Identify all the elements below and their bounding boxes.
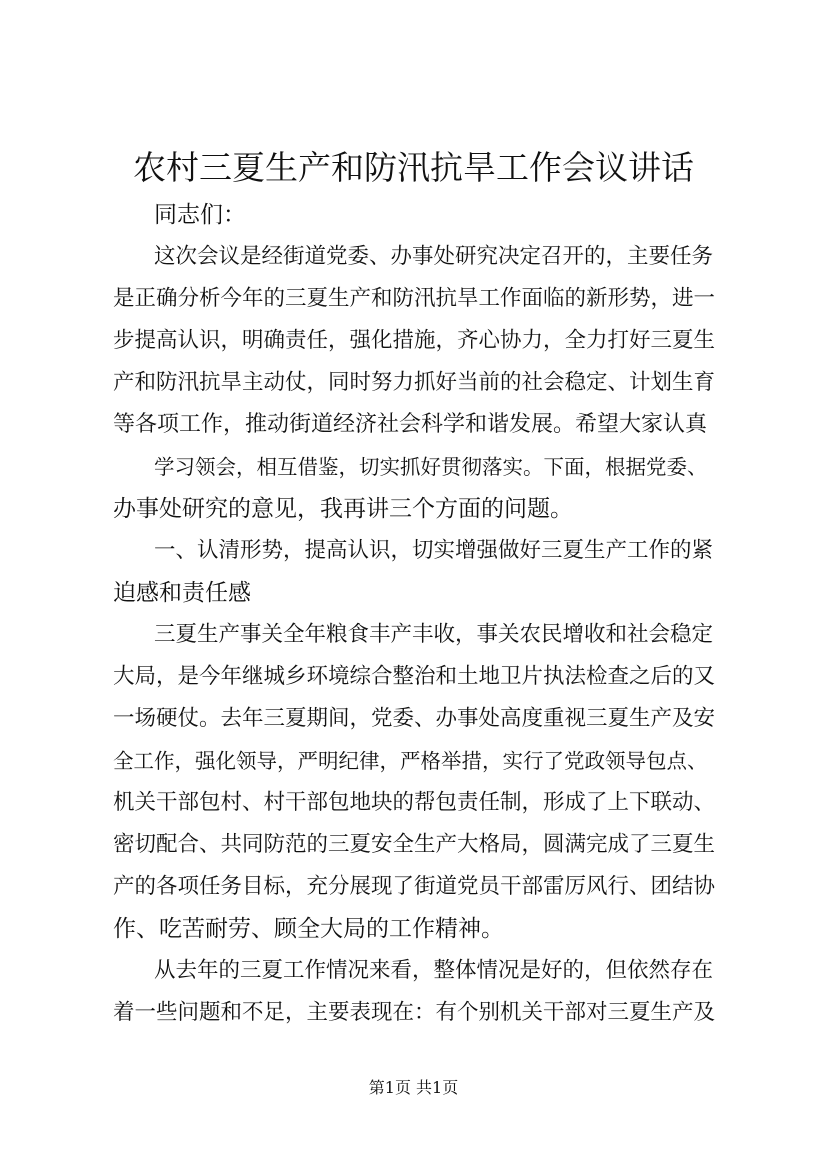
paragraph-line: 步提高认识，明确责任，强化措施，齐心协力，全力打好三夏生 — [113, 328, 716, 353]
paragraph-line: 作、吃苦耐劳、顾全大局的工作精神。 — [113, 916, 504, 942]
paragraph-line: 一场硬仗。去年三夏期间，党委、办事处高度重视三夏生产及安 — [113, 706, 716, 731]
paragraph-line: 产的各项任务目标，充分展现了街道党员干部雷厉风行、团结协 — [113, 874, 716, 899]
paragraph-line: 密切配合、共同防范的三夏安全生产大格局，圆满完成了三夏生 — [113, 832, 716, 857]
paragraph-line: 等各项工作，推动街道经济社会科学和谐发展。希望大家认真 — [113, 412, 708, 437]
section-heading-line: 一、认清形势，提高认识，切实增强做好三夏生产工作的紧 — [154, 538, 714, 563]
document-title: 农村三夏生产和防汛抗旱工作会议讲话 — [133, 148, 694, 187]
paragraph-line: 三夏生产事关全年粮食丰产丰收，事关农民增收和社会稳定 — [154, 622, 714, 647]
salutation: 同志们： — [154, 202, 246, 228]
paragraph-line: 从去年的三夏工作情况来看，整体情况是好的，但依然存在 — [154, 958, 714, 983]
paragraph-line: 机关干部包村、村干部包地块的帮包责任制，形成了上下联动、 — [113, 790, 716, 815]
paragraph-line: 着一些问题和不足，主要表现在：有个别机关干部对三夏生产及 — [113, 1000, 716, 1025]
paragraph-line: 办事处研究的意见，我再讲三个方面的问题。 — [113, 496, 573, 522]
section-heading-line: 迫感和责任感 — [113, 580, 251, 606]
page-footer: 第1页 共1页 — [368, 1078, 459, 1097]
paragraph-line: 大局，是今年继城乡环境综合整治和土地卫片执法检查之后的又 — [113, 664, 716, 689]
paragraph-line: 产和防汛抗旱主动仗，同时努力抓好当前的社会稳定、计划生育 — [113, 370, 716, 395]
paragraph-line: 这次会议是经街道党委、办事处研究决定召开的，主要任务 — [154, 244, 714, 269]
paragraph-line: 全工作，强化领导，严明纪律，严格举措，实行了党政领导包点、 — [113, 749, 708, 773]
paragraph-line: 是正确分析今年的三夏生产和防汛抗旱工作面临的新形势，进一 — [113, 286, 716, 311]
paragraph-line: 学习领会，相互借鉴，切实抓好贯彻落实。下面，根据党委、 — [154, 455, 708, 479]
